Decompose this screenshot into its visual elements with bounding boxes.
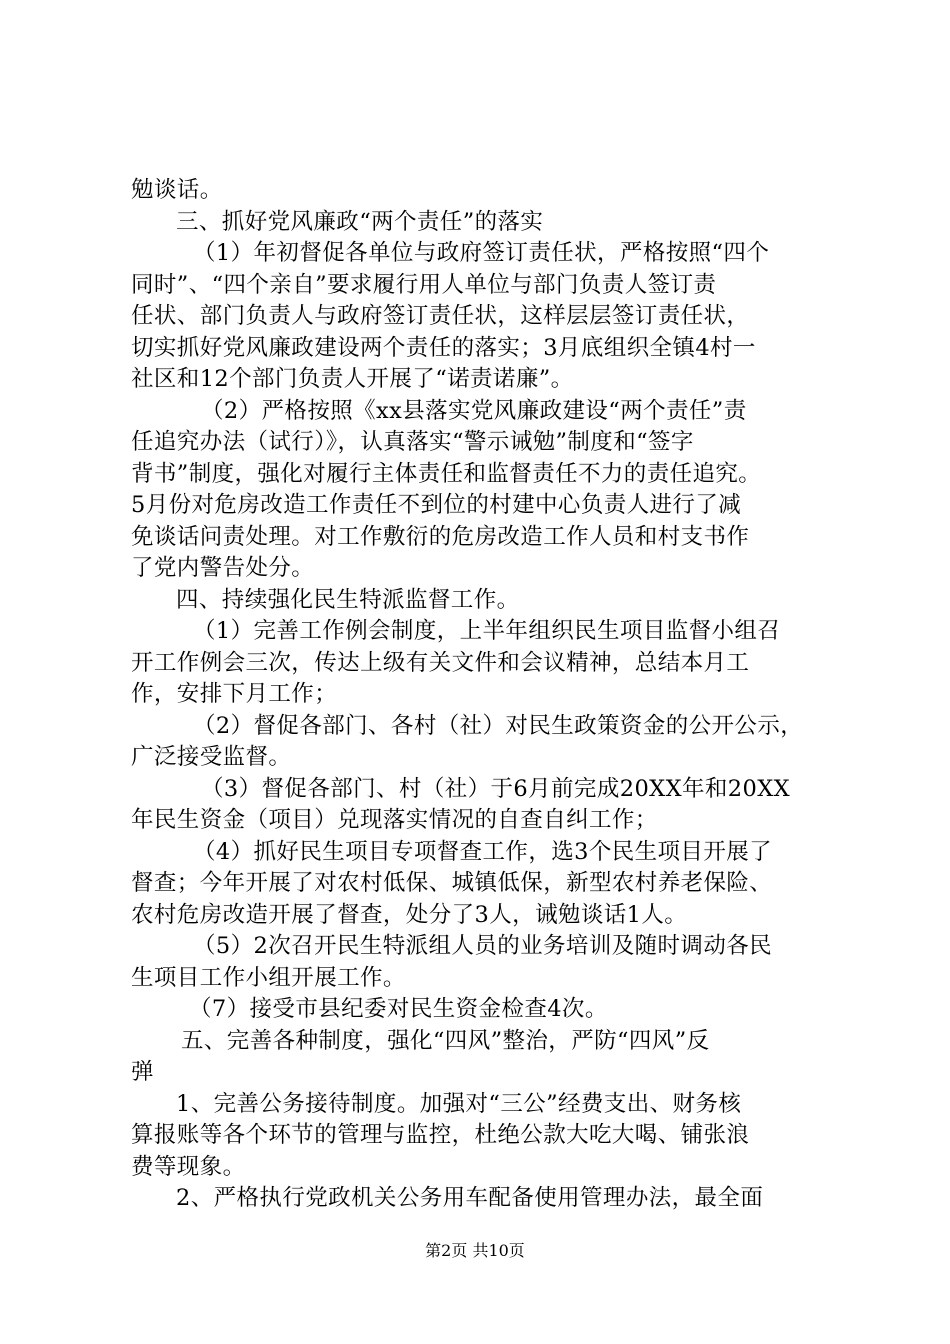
- text-line: （1）年初督促各单位与政府签订责任状，严格按照“四个: [193, 240, 770, 266]
- text-line: 费等现象。: [131, 1153, 246, 1180]
- text-line: 任状、部门负责人与政府签订责任状，这样层层签订责任状，: [131, 303, 750, 329]
- text-line: （1）完善工作例会制度，上半年组织民生项目监督小组召: [193, 618, 781, 644]
- text-line: 督查；今年开展了对农村低保、城镇低保，新型农村养老保险、: [131, 870, 773, 896]
- section-heading: 四、持续强化民生特派监督工作。: [176, 586, 520, 613]
- text-line: （7）接受市县纪委对民生资金检查4次。: [189, 996, 608, 1022]
- page-number-footer: 第2页 共10页: [425, 1241, 525, 1260]
- text-line: 生项目工作小组开展工作。: [131, 964, 406, 991]
- text-line: 2、严格执行党政机关公务用车配备使用管理办法，最全面: [176, 1185, 764, 1211]
- text-line: 农村危房改造开展了督查，处分了3人，诫勉谈话1人。: [131, 901, 688, 928]
- section-heading: 五、完善各种制度，强化“四风”整治，严防“四风”反: [181, 1027, 710, 1054]
- text-line: 年民生资金（项目）兑现落实情况的自查自纠工作；: [131, 807, 658, 833]
- text-line: 了党内警告处分。: [131, 555, 315, 581]
- text-line: （2）严格按照《xx县落实党风廉政建设“两个责任”责: [201, 397, 747, 424]
- text-line: 5月份对危房改造工作责任不到位的村建中心负责人进行了减: [131, 492, 742, 518]
- text-line: 算报账等各个环节的管理与监控，杜绝公款大吃大喝、铺张浪: [131, 1122, 750, 1148]
- text-line: 切实抓好党风廉政建设两个责任的落实；3月底组织全镇4村一: [131, 334, 756, 361]
- text-line: （4）抓好民生项目专项督查工作，选3个民生项目开展了: [193, 838, 773, 865]
- text-line: 免谈话问责处理。对工作敷衍的危房改造工作人员和村支书作: [131, 523, 750, 550]
- section-heading: 三、抓好党风廉政“两个责任”的落实: [176, 208, 544, 235]
- text-line: （5）2次召开民生特派组人员的业务培训及随时调动各民: [193, 933, 773, 959]
- text-line: 背书”制度，强化对履行主体责任和监督责任不力的责任追究。: [131, 460, 762, 487]
- text-line: 开工作例会三次，传达上级有关文件和会议精神，总结本月工: [131, 649, 750, 676]
- text-line: 1、完善公务接待制度。加强对“三公”经费支出、财务核: [176, 1090, 742, 1117]
- text-line: 广泛接受监督。: [131, 744, 292, 770]
- document-body: [131, 175, 833, 1215]
- text-line: 勉谈话。: [131, 177, 223, 203]
- text-line: （2）督促各部门、各村（社）对民生政策资金的公开公示，: [193, 712, 804, 739]
- text-line: 作，安排下月工作；: [131, 681, 338, 707]
- text-line: 同时”、“四个亲自”要求履行用人单位与部门负责人签订责: [131, 271, 717, 298]
- text-line: （3）督促各部门、村（社）于6月前完成20XX年和20XX: [201, 775, 791, 802]
- text-line: 弹: [131, 1059, 154, 1085]
- text-line: 社区和12个部门负责人开展了“诺责诺廉”。: [131, 366, 574, 392]
- text-line: 任追究办法（试行）》，认真落实“警示诫勉”制度和“签字: [131, 429, 694, 455]
